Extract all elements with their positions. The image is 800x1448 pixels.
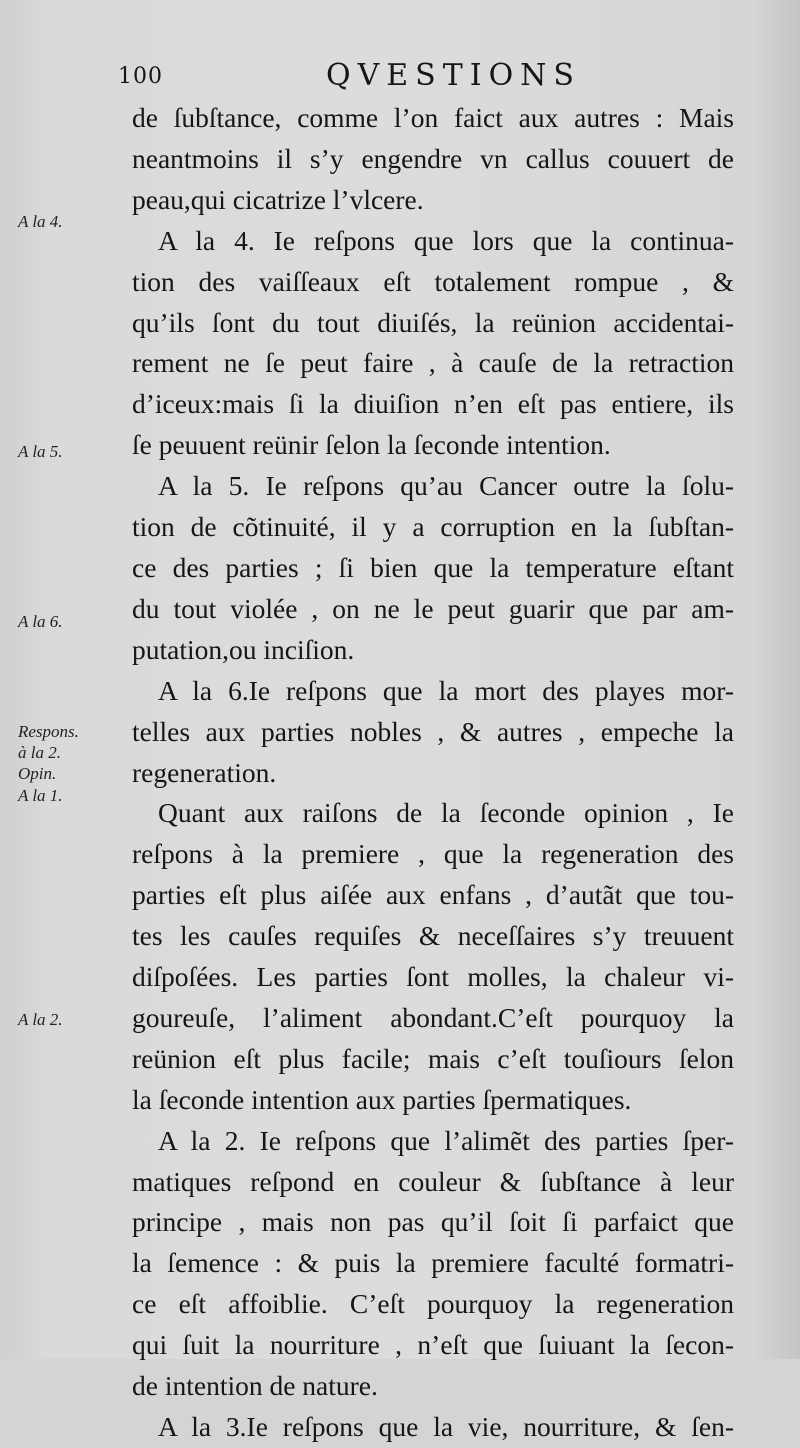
- text-line: matiques reſpond en couleur & ſubſtance à leur: [132, 1165, 734, 1197]
- text-line: d’iceux:mais ſi la diuiſion n’en eſt pas entiere, ils: [132, 388, 734, 420]
- text-line: A la 3.Ie reſpons que la vie, nourriture, & ſen-: [158, 1411, 734, 1442]
- text-line: du tout violée , on ne le peut guarir que par am-: [132, 592, 734, 624]
- text-line: A la 5. Ie reſpons qu’au Cancer outre la ſolu-: [158, 470, 734, 502]
- margin-note: Opin.: [18, 764, 57, 783]
- text-line: qu’ils ſont du tout diuiſés, la reünion accidentai-: [132, 306, 734, 338]
- text-line: putation,ou inciſion.: [132, 633, 355, 665]
- running-title: QVESTIONS: [326, 58, 581, 93]
- text-line: diſpoſées. Les parties ſont molles, la chaleur vi-: [132, 961, 734, 993]
- body-text: [132, 98, 734, 1448]
- page-number: 100: [118, 64, 163, 89]
- page-header: [118, 58, 738, 98]
- text-line: ſe peuuent reünir ſelon la ſeconde intention.: [132, 429, 611, 461]
- text-line: neantmoins il s’y engendre vn callus couuert de: [132, 142, 734, 174]
- text-line: tes les cauſes requiſes & neceſſaires s’y treuuent: [132, 920, 734, 952]
- text-line: rement ne ſe peut faire , à cauſe de la retraction: [132, 347, 734, 379]
- text-line: A la 6.Ie reſpons que la mort des playes mor-: [158, 674, 734, 706]
- margin-note: A la 1.: [18, 786, 63, 805]
- text-line: ce des parties ; ſi bien que la temperature eſtant: [132, 551, 734, 583]
- margin-note: A la 5.: [18, 442, 63, 461]
- text-line: de intention de nature.: [132, 1370, 378, 1402]
- text-line: Quant aux raiſons de la ſeconde opinion , Ie: [158, 797, 734, 829]
- text-line: tion des vaiſſeaux eſt totalement rompue , &: [132, 265, 734, 297]
- margin-note: Respons.: [18, 722, 79, 741]
- text-line: la ſemence : & puis la premiere faculté formatri-: [132, 1247, 734, 1279]
- margin-note: A la 2.: [18, 1010, 63, 1029]
- text-line: telles aux parties nobles , & autres , empeche la: [132, 715, 734, 747]
- text-line: reſpons à la premiere , que la regeneration des: [132, 838, 734, 870]
- margin-note: A la 4.: [18, 212, 63, 231]
- text-line: goureuſe, l’aliment abondant.C’eſt pourquoy la: [132, 1001, 734, 1033]
- text-line: ce eſt affoiblie. C’eſt pourquoy la regeneration: [132, 1288, 734, 1320]
- text-line: A la 2. Ie reſpons que l’alimẽt des parties ſper-: [158, 1124, 734, 1156]
- text-line: qui ſuit la nourriture , n’eſt que ſuiuant la ſecon-: [132, 1329, 734, 1361]
- text-line: tion de cõtinuité, il y a corruption en la ſubſtan-: [132, 511, 734, 543]
- text-line: de ſubſtance, comme l’on faict aux autres : Mais: [132, 102, 734, 133]
- text-line: reünion eſt plus facile; mais c’eſt touſiours ſelon: [132, 1042, 734, 1074]
- text-line: parties eſt plus aiſée aux enfans , d’autãt que tou-: [132, 879, 734, 911]
- text-line: la ſeconde intention aux parties ſpermatiques.: [132, 1083, 632, 1115]
- margin-note: à la 2.: [18, 743, 61, 762]
- text-line: peau,qui cicatrize l’vlcere.: [132, 183, 424, 215]
- margin-note: A la 6.: [18, 612, 63, 631]
- text-line: regeneration.: [132, 756, 277, 788]
- text-line: A la 4. Ie reſpons que lors que la continua-: [158, 224, 734, 256]
- text-line: principe , mais non pas qu’il ſoit ſi parfaict que: [132, 1206, 734, 1238]
